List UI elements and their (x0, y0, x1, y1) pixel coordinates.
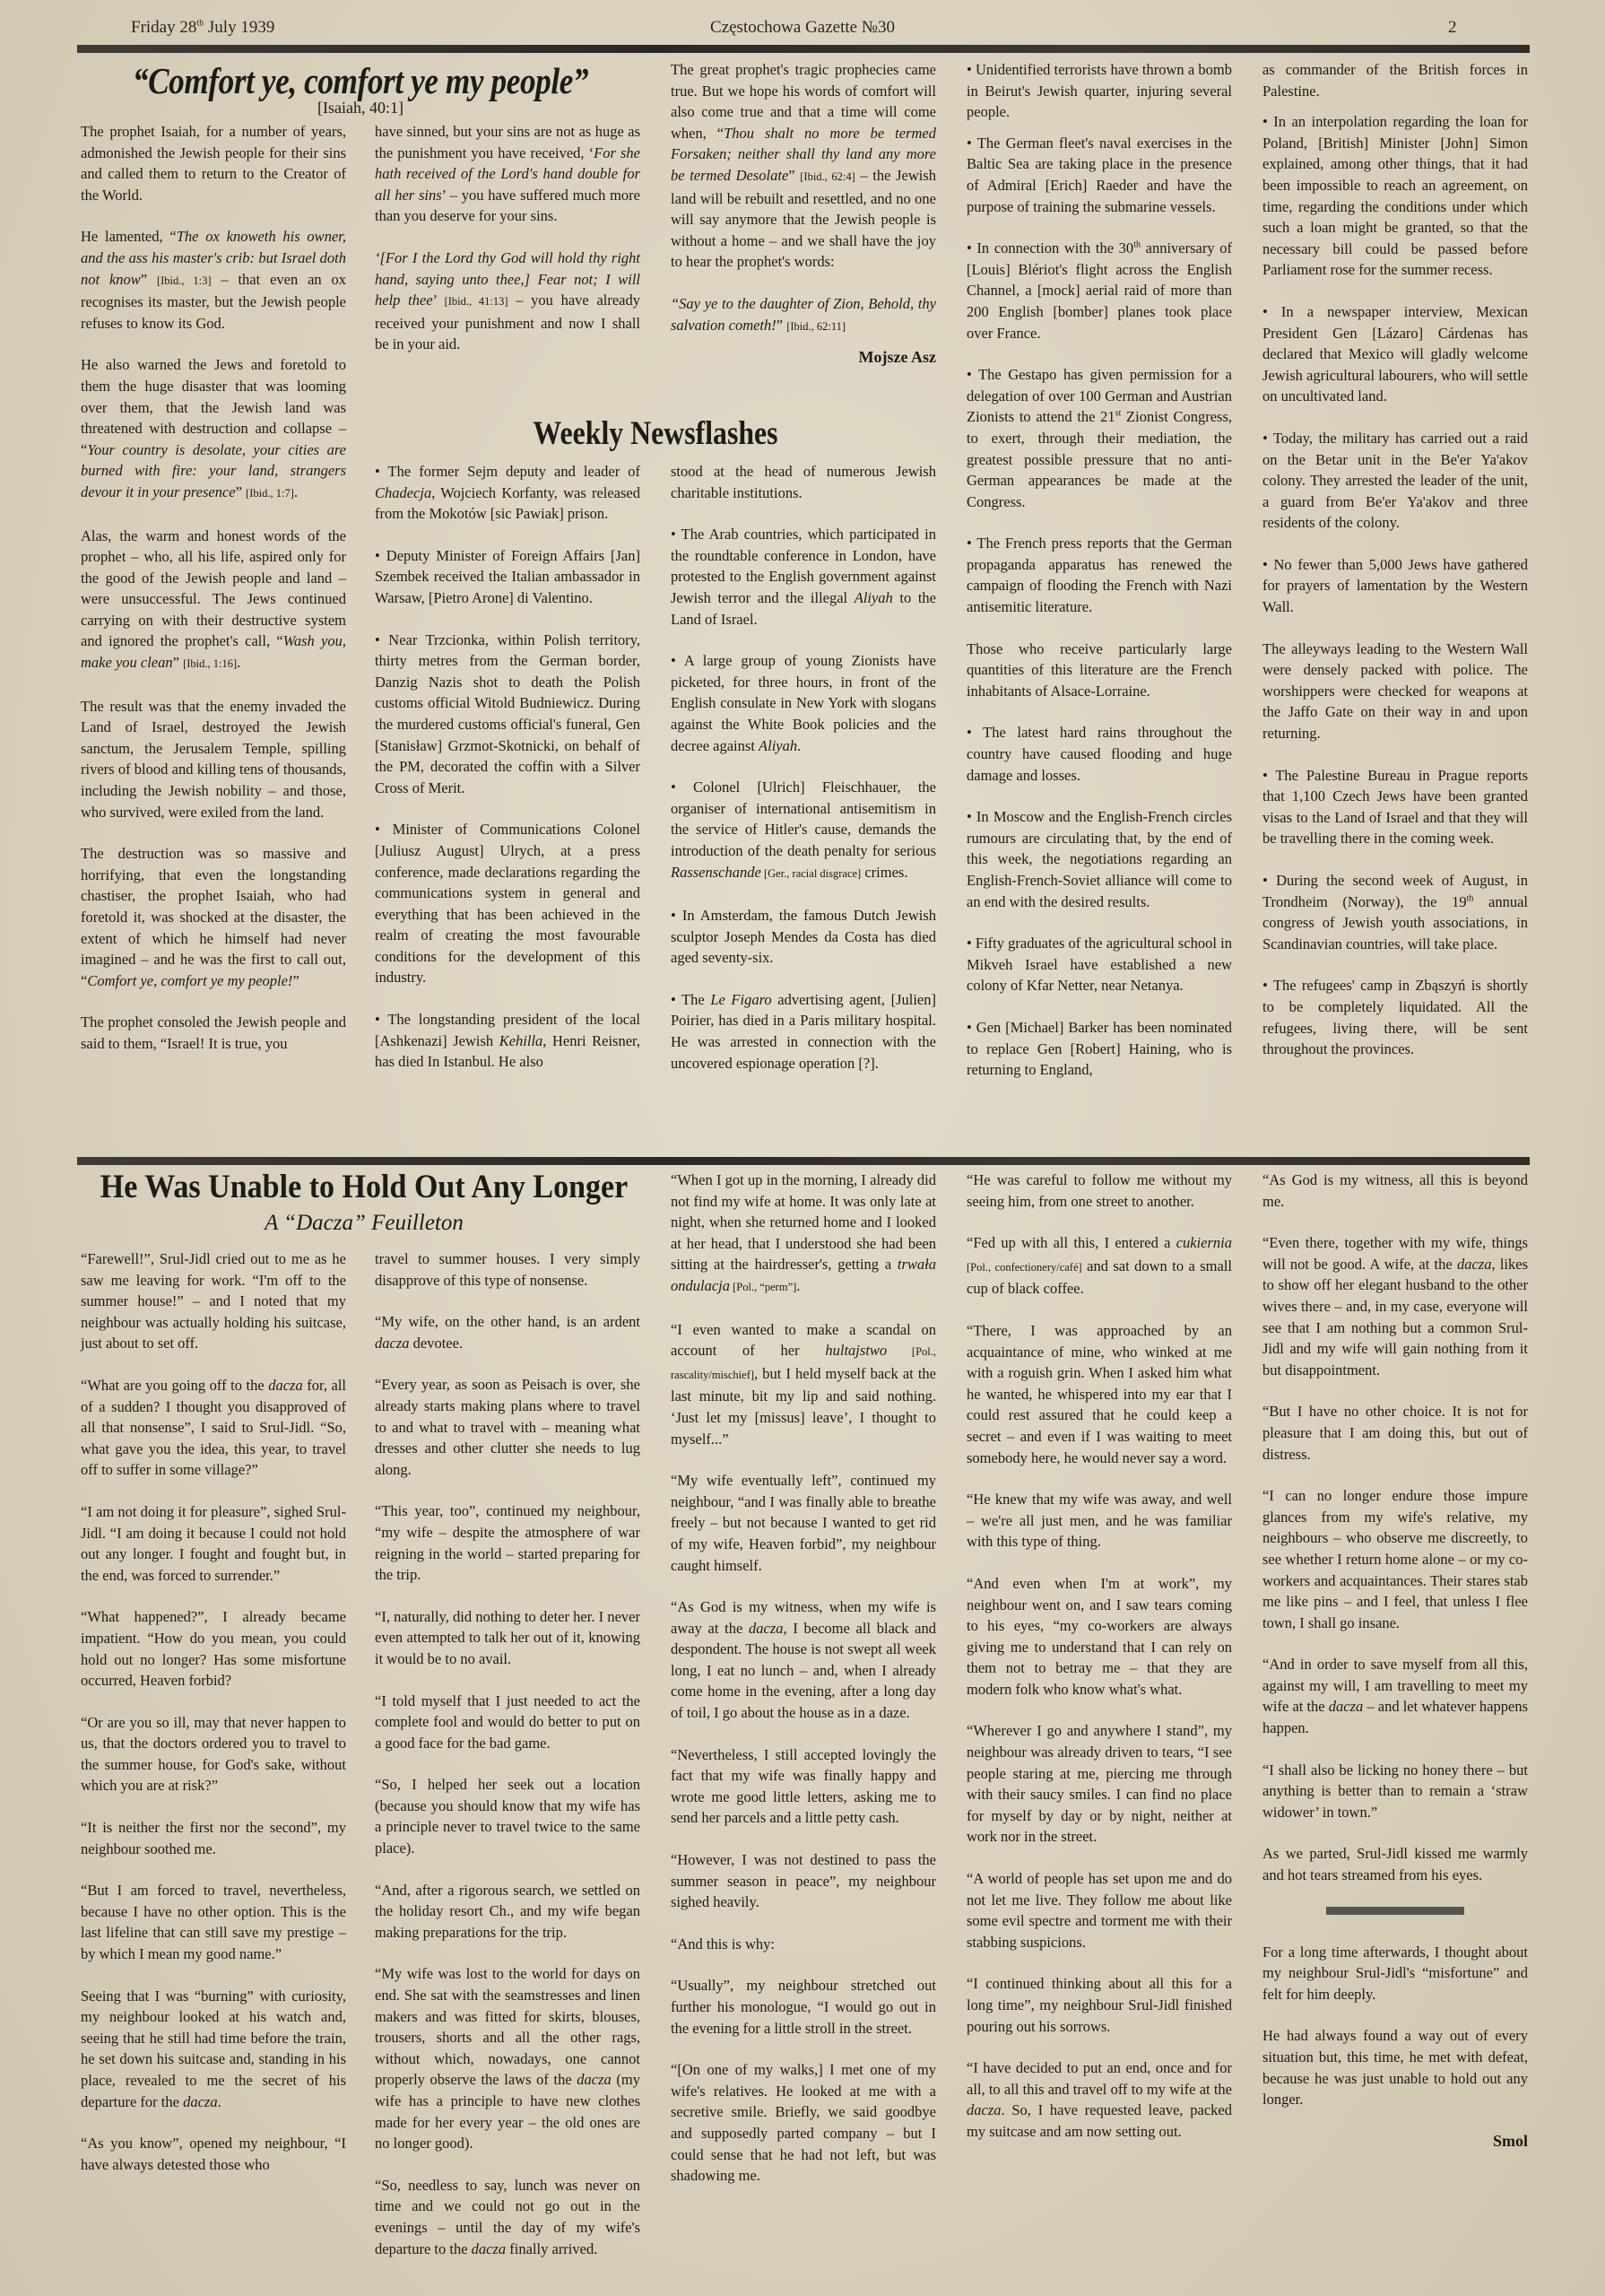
middle-divider-rule (77, 1157, 1530, 1165)
news-item: • Colonel [Ulrich] Fleischhauer, the organiser of international antisemitism in the service of Hitler's cause, demands the introduction of the death penalty for serious Rassenschande [Ger., racial disgrace] crimes. (671, 778, 936, 881)
paragraph: have sinned, but your sins are not as huge as the punishment you have received, ‘For she hath received of the Lord's hand double for all her sins’ – you have suffered much more than you deserve for your sins. (375, 123, 641, 225)
news-item: • The former Sejm deputy and leader of Chadecja, Wojciech Korfanty, was released from the Mokotów [sic Pawiak] prison. (375, 463, 640, 523)
feuilleton-column-3 (671, 1170, 936, 2207)
date-day: Friday 28 (131, 18, 197, 37)
newsflashes-column-4 (1262, 59, 1528, 1081)
paragraph: “Usually”, my neighbour stretched out further his monologue, “I would go out in the evening for a little stroll in the street. (671, 1977, 936, 2037)
feuilleton-column-2 (375, 1248, 640, 2280)
news-item: • During the second week of August, in Trondheim (Norway), the 19th annual congress of Jewish youth associations, in Scandinavian countries, will take place. (1262, 872, 1528, 952)
paragraph: Seeing that I was “burning” with curiosity, my neighbour looked at his watch and, seeing that he still had time before the train, he set down his suitcase and, standing in his place, revealed to me the secret of his departure for the dacza. (81, 1987, 346, 2110)
paragraph: Alas, the warm and honest words of the prophet – who, all his life, aspired only for the good of the Jewish people and land – were unsuccessful. The Jews continued carrying on with their destructive system and ignored the prophet's call, “Wash you, make you clean” [Ibid., 1:16]. (81, 526, 346, 672)
paragraph: “I continued thinking about all this for a long time”, my neighbour Srul-Jidl finished pouring out his sorrows. (967, 1975, 1232, 2035)
feuilleton-title: He Was Unable to Hold Out Any Longer (100, 1169, 629, 1205)
feuilleton-column-4 (967, 1170, 1232, 2163)
news-item: • The Le Figaro advertising agent, [Julien] Poirier, has died in a Paris military hospital. He was arrested in connection with the uncovered espionage operation [?]. (671, 990, 937, 1072)
news-item: • The Arab countries, which participated in the roundtable conference in London, have protested to the English government against Jewish terror and the illegal Aliyah to the Land of Israel. (671, 526, 936, 628)
paragraph: “What happened?”, I already became impatient. “How do you mean, you could hold out no longer? Has some misfortune occurred, Heaven forbid? (81, 1608, 346, 1690)
paragraph: The destruction was so massive and horrifying, that even the longstanding chastiser, the prophet Isaiah, who had foretold it, was shocked at the disaster, the extent of which he himself had never imagined – and he was the first to call out, “Comfort ye, comfort ye my people!” (81, 845, 346, 989)
paragraph: ‘[For I the Lord thy God will hold thy right hand, saying unto thee,] Fear not; I will help thee’ [Ibid., 41:13] – you have already received your punishment and now I shall be in your aid. (375, 248, 641, 353)
newsflashes-column-2 (671, 461, 936, 1094)
news-item: • The Gestapo has given permission for a delegation of over 100 German and Austrian Zionists to attend the 21st Zionist Congress, to exert, through their mediation, the greatest possible pressure that no anti-German appearances be made at the Congress. (967, 366, 1233, 510)
paragraph: “So, needless to say, lunch was never on time and we could not go out in the evenings – until the day of my wife's departure to the dacza finally arrived. (375, 2176, 640, 2257)
section-divider-bar (1326, 1907, 1464, 1915)
feuilleton-column-5 (1262, 1170, 1528, 2172)
paragraph: “He knew that my wife was away, and well – we're all just men, and he was familiar with this type of thing. (967, 1491, 1232, 1551)
paragraph: “A world of people has set upon me and do not let me live. They follow me about like some evil spectre and torment me with their stabbing suspicions. (967, 1870, 1232, 1951)
news-item: • The Palestine Bureau in Prague reports that 1,100 Czech Jews have been granted visas to the Land of Israel and that they will be travelling there in the coming week. (1262, 766, 1528, 848)
paragraph: The result was that the enemy invaded the Land of Israel, destroyed the Jewish sanctum, the Jerusalem Temple, spilling rivers of blood and killing tens of thousands, including the Jewish nobility – and those, who survived, were exiled from the land. (81, 697, 346, 821)
paragraph: “I even wanted to make a scandal on account of her hultajstwo [Pol., rascality/mischief], but I held myself back at the last minute, bit my lip and said nothing. ‘Just let my [missus] leave’, I thought to myself...” (671, 1320, 936, 1448)
news-item: • Fifty graduates of the agricultural school in Mikveh Israel have established a new colony of Kfar Netter, near Netanya. (967, 935, 1232, 995)
news-item: • Near Trzcionka, within Polish territory, thirty metres from the German border, Danzig Nazis shot to death the Polish customs official Witold Budniewicz. During the murdered customs official's funeral, Gen [Stanisław] Grzmot-Skotnicki, on behalf of the PM, decorated the coffin with a Silver Cross of Merit. (375, 631, 640, 796)
paragraph: The great prophet's tragic prophecies came true. But we hope his words of comfort will also come true and that a time will come when, “Thou shalt no more be termed Forsaken; neither shall thy land any more be termed Desolate” [Ibid., 62:4] – the Jewish land will be rebuilt and resettled, and no one will say anymore that the Jewish people is without a home – and we shall have the joy to hear the prophet's words: (671, 61, 937, 271)
news-item: • In a newspaper interview, Mexican President Gen [Lázaro] Cárdenas has declared that Mexico will gladly welcome Jewish agricultural labourers, who will settle on uncultivated land. (1262, 302, 1529, 405)
paragraph: “As you know”, opened my neighbour, “I have always detested those who (81, 2135, 346, 2173)
paragraph: “What are you going off to the dacza for, all of a sudden? I thought you disapproved of all that nonsense”, I said to Srul-Jidl. “So, what gave you the idea, this year, to travel off to suffer in some village?” (81, 1376, 347, 1479)
paragraph: “My wife was lost to the world for days on end. She sat with the seamstresses and linen makers and was fitted for skirts, blouses, trousers, shorts and all the other rags, without which, nowadays, one cannot properly observe the laws of the dacza (my wife has a principle to have new clothes made for her every year – the old ones are no longer good). (375, 1965, 640, 2152)
paragraph: “I can no longer endure those impure glances from my wife's relative, my neighbours – who observe me discreetly, to see whether I return home alone – or my co-workers and acquaintances. Their stares stab me like pins – and I feel, that unless I flee town, I shall go insane. (1262, 1487, 1528, 1631)
paragraph: travel to summer houses. I very simply disapprove of this type of nonsense. (375, 1250, 640, 1289)
paragraph: “So, I helped her seek out a location (because you should know that my wife has a principle never to travel twice to the same place). (375, 1776, 640, 1857)
article-citation: [Isaiah, 40:1] (317, 99, 403, 117)
article1-column-2 (375, 121, 640, 376)
paragraph: “As God is my witness, all this is beyond me. (1262, 1171, 1528, 1210)
paragraph: As we parted, Srul-Jidl kissed me warmly and hot tears streamed from his eyes. (1262, 1845, 1528, 1884)
paragraph: “Say ye to the daughter of Zion, Behold, thy salvation cometh!” [Ibid., 62:11] (671, 294, 936, 334)
feuilleton-subtitle: A “Dacza” Feuilleton (265, 1211, 464, 1235)
paragraph: “But I have no other choice. It is not for pleasure that I am doing this, but out of distress. (1262, 1403, 1528, 1463)
news-item: stood at the head of numerous Jewish charitable institutions. (671, 463, 936, 501)
paragraph: “Nevertheless, I still accepted lovingly the fact that my wife was finally happy and wrote me good little letters, asking me to send her parcels and a little petty cash. (671, 1745, 936, 1827)
paragraph: “And this is why: (671, 1935, 775, 1952)
paragraph: “And even when I'm at work”, my neighbour went on, and I saw tears coming to his eyes, “my co-workers are always giving me to understand that I can rely on them not to betray me – that they are modern folk who know what's what. (967, 1574, 1232, 1698)
date-suffix: th (196, 18, 204, 29)
paragraph: “This year, too”, continued my neighbour, “my wife – despite the atmosphere of war reigning in the world – started preparing for the trip. (375, 1502, 640, 1584)
paragraph: “As God is my witness, when my wife is away at the dacza, I become all black and despondent. The house is not swept all week long, I eat no lunch – and, when I already come home in the evening, after a long day of toil, I go about the house as in a daze. (671, 1598, 936, 1722)
paragraph: He had always found a way out of every situation but, this time, he met with defeat, because he was just unable to hold out any longer. (1262, 2027, 1528, 2109)
news-item: • The German fleet's naval exercises in the Baltic Sea are taking place in the presence of Admiral [Erich] Raeder and have the purpose of training the submarine vessels. (967, 134, 1232, 215)
publication-name: Częstochowa Gazette №30 (710, 18, 895, 37)
news-item: • A large group of young Zionists have picketed, for three hours, in front of the English consulate in New York with slogans against the White Book policies and the decree against Aliyah. (671, 652, 936, 754)
page-number: 2 (1448, 18, 1457, 37)
paragraph: “Wherever I go and anywhere I stand”, my neighbour was already driven to tears, “I see people staring at me, piercing me through with their saucy smiles. I can find no place for myself by day or by night, neither at work nor in the street. (967, 1722, 1232, 1846)
article1-column-3 (671, 59, 936, 389)
paragraph: “Even there, together with my wife, things will not be good. A wife, at the dacza, likes to show off her elegant husband to the other wives there – and, in my case, everyone will see that I am nothing but a common Srul-Jidl and my wife will gain nothing from it but disappointment. (1262, 1234, 1528, 1378)
news-item: • In connection with the 30th anniversary of [Louis] Blériot's flight across the English Channel, a [mock] aerial raid of more than 200 English [bomber] planes took place over France. (967, 239, 1232, 342)
paragraph: The prophet consoled the Jewish people and said to them, “Israel! It is true, you (81, 1013, 346, 1052)
news-item: • Today, the military has carried out a raid on the Betar unit in the Be'er Ya'akov colony. They arrested the leader of the unit, a guard from Be'er Ya'akov and three residents of the colony. (1262, 429, 1528, 532)
paragraph: “When I got up in the morning, I already did not find my wife at home. It was only late at night, when she returned home and I looked at her head, that I understood she had been sitting at the hairdresser's, getting a trwała ondulacja [Pol., “perm”]. (671, 1171, 936, 1294)
paragraph: “I, naturally, did nothing to deter her. I never even attempted to talk her out of it, knowing it would be to no avail. (375, 1607, 640, 1667)
news-item: • In an interpolation regarding the loan for Poland, [British] Minister [John] Simon explained, among other things, that it had been impossible to reach an agreement, on time, regarding the conditions under which such a loan might be granted, so that the necessary bill could be passed before Parliament rose for the summer recess. (1262, 113, 1528, 279)
paragraph: “[On one of my walks,] I met one of my wife's relatives. He looked at me with a secretive smile. Briefly, we said goodbye and supposedly parted company – but I could sense that he had not left, but was shadowing me. (671, 2061, 936, 2185)
top-divider-rule (77, 45, 1530, 53)
article1-column-1 (81, 121, 346, 1075)
paragraph: “My wife eventually left”, continued my neighbour, “and I was finally able to breathe freely – but not because I wanted to get rid of my wife, Heaven forbid”, my neighbour caught himself. (671, 1472, 936, 1574)
news-item: as commander of the British forces in Palestine. (1262, 61, 1528, 100)
paragraph: “It is neither the first nor the second”, my neighbour soothed me. (81, 1819, 346, 1857)
paragraph: “Every year, as soon as Peisach is over, she already starts making plans where to travel to and what to travel with – meaning what dresses and other clutter she needs to lug along. (375, 1376, 640, 1478)
news-item: • The refugees' camp in Zbąszyń is shortly to be completely liquidated. All the refugees, living there, will be sent throughout the provinces. (1262, 977, 1528, 1058)
newsflashes-title: Weekly Newsflashes (533, 415, 778, 452)
feuilleton-signature: Smol (1492, 2131, 1528, 2150)
paragraph: “And in order to save myself from all this, against my will, I am travelling to meet my wife at the dacza – and let whatever happens happen. (1262, 1656, 1528, 1737)
paragraph: “I shall also be licking no honey there – but anything is better than to remain a ‘straw widower’ in town.” (1262, 1761, 1528, 1821)
paragraph: “I have decided to put an end, once and for all, to all this and travel off to my wife at the dacza. So, I have requested leave, packed my suitcase and am now setting out. (967, 2059, 1232, 2140)
paragraph: “My wife, on the other hand, is an ardent dacza devotee. (375, 1313, 640, 1352)
paragraph: For a long time afterwards, I thought about my neighbour Srul-Jidl's “misfortune” and felt for him deeply. (1262, 1943, 1528, 2003)
paragraph: “I am not doing it for pleasure”, sighed Srul-Jidl. “I am doing it because I could not hold out any longer. I fought and fought but, in the end, was forced to surrender.” (81, 1502, 346, 1584)
newsflashes-column-1 (375, 461, 640, 1093)
news-item: • Unidentified terrorists have thrown a bomb in Beirut's Jewish quarter, injuring several people. (967, 61, 1232, 121)
paragraph: “He was careful to follow me without my seeing him, from one street to another. (967, 1171, 1232, 1210)
news-item: • Deputy Minister of Foreign Affairs [Jan] Szembek received the Italian ambassador in Warsaw, [Pietro Arone] di Valentino. (375, 546, 640, 606)
news-item: • No fewer than 5,000 Jews have gathered for prayers of lamentation by the Western Wall. (1262, 555, 1528, 616)
paragraph: The prophet Isaiah, for a number of years, admonished the Jewish people for their sins and called them to return to the Creator of the World. (81, 123, 346, 204)
article1-signature: Mojsze Asz (858, 348, 936, 367)
paragraph: He lamented, “The ox knoweth his owner, and the ass his master's crib: but Israel doth not know” [Ibid., 1:3] – that even an ox recognises its master, but the Jewish people refuses to know its God. (81, 228, 347, 332)
paragraph: “Or are you so ill, may that never happen to us, that the doctors ordered you to travel to the summer house, for God's sake, without which you are at risk?” (81, 1713, 346, 1795)
news-item: • In Amsterdam, the famous Dutch Jewish sculptor Joseph Mendes da Costa has died aged seventy-six. (671, 907, 936, 967)
date-month-year: July 1939 (204, 18, 275, 37)
paragraph: He also warned the Jews and foretold to them the huge disaster that was looming over them, that the Jewish land was threatened with destruction and collapse – “Your country is desolate, your cities are burned with fire: your land, strangers devour it in your presence” [Ibid., 1:7]. (81, 356, 346, 500)
article-title-comfort: “Comfort ye, comfort ye my people” (132, 60, 589, 101)
news-item: • The French press reports that the German propaganda apparatus has renewed the campaign of flooding the French with Nazi antisemitic literature. (967, 535, 1232, 616)
news-item: Those who receive particularly large quantities of this literature are the French inhabitants of Alsace-Lorraine. (967, 639, 1232, 700)
feuilleton-column-1 (81, 1248, 346, 2196)
paragraph: “Fed up with all this, I entered a cukiernia [Pol., confectionery/café] and sat down to a small cup of black coffee. (967, 1234, 1232, 1298)
news-item: The alleyways leading to the Western Wall were densely packed with police. The worshippers were checked for weapons at the Jaffo Gate on their way in and upon returning. (1262, 639, 1528, 743)
news-item: • The longstanding president of the local [Ashkenazi] Jewish Kehilla, Henri Reisner, has died In Istanbul. He also (375, 1011, 641, 1071)
paragraph: “I told myself that I just needed to act the complete fool and would do better to put on a good face for the bad game. (375, 1692, 640, 1752)
paragraph: “But I am forced to travel, nevertheless, because I have no other option. This is the last lifeline that can still save my prestige – by which I mean my good name.” (81, 1882, 346, 1963)
news-item: • In Moscow and the English-French circles rumours are circulating that, by the end of this week, the negotiations regarding an English-French-Soviet alliance will come to an end with the desired results. (967, 808, 1232, 910)
newsflashes-column-3 (967, 59, 1232, 1101)
paragraph: “There, I was approached by an acquaintance of mine, who winked at me with a roguish grin. When I asked him what he wanted, he whispered into my ear that I could rest assured that he could keep a secret – and even if I was waiting to meet somebody here, he would never say a word. (967, 1321, 1232, 1466)
paragraph: “Farewell!”, Srul-Jidl cried out to me as he saw me leaving for work. “I'm off to the summer house!” – and I noted that my neighbour was actually holding his suitcase, just about to set off. (81, 1250, 346, 1352)
news-item: • Gen [Michael] Barker has been nominated to replace Gen [Robert] Haining, who is returning to England, (967, 1018, 1232, 1079)
paragraph: “And, after a rigorous search, we settled on the holiday resort Ch., and my wife began making preparations for the trip. (375, 1881, 640, 1941)
news-item: • The latest hard rains throughout the country have caused flooding and huge damage and losses. (967, 724, 1232, 784)
news-item: • Minister of Communications Colonel [Juliusz August] Ulrych, at a press conference, made declarations regarding the communications system in general and everything that has been achieved in the realm of creating the most favourable conditions for the development of this industry. (375, 821, 640, 987)
paragraph: “However, I was not destined to pass the summer season in peace”, my neighbour sighed heavily. (671, 1851, 936, 1911)
